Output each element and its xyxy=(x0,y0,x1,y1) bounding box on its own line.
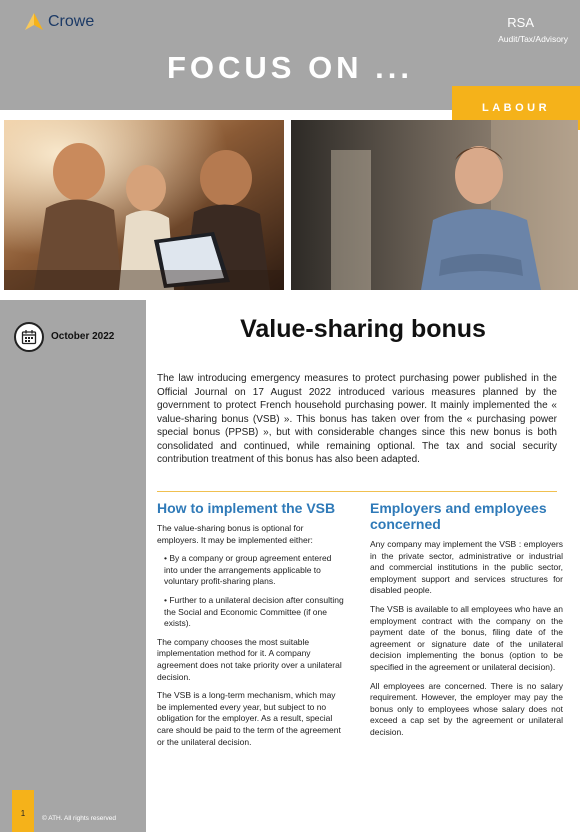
left-sidebar xyxy=(0,300,146,832)
focus-on-heading: FOCUS ON ... xyxy=(166,50,414,85)
team-laptop-photo xyxy=(4,120,284,290)
category-tag: LABOUR xyxy=(452,86,580,130)
section-heading-employers-employees: Employers and employees concerned xyxy=(370,500,547,532)
left-column xyxy=(157,500,347,755)
intro-paragraph: The law introducing emergency measures to protect purchasing power published in the Official Journal on 17 August 2022 introduced various measures planned by the government to protect French household purchasing power. It mainly implemented the « value-sharing bonus (VSB) ». This bonus has taken over from the « purchasing power special bonus (PPSB) », but with considerable changes since this new bonus is both consolidated and continued, while remaining optional. The tax and social security contribution treatment of this bonus has also been adapted. xyxy=(157,373,557,465)
page-number: 1 xyxy=(12,790,34,832)
article-title: Value-sharing bonus xyxy=(240,315,486,343)
crowe-logo[interactable] xyxy=(24,12,94,32)
paragraph: Any company may implement the VSB : employers in the private sector, administrative or industrial and commercial institutions in the public sector, employment support and services structures for disabled people. xyxy=(370,539,563,596)
calendar-icon xyxy=(14,322,44,352)
bullet-item: • Further to a unilateral decision after consulting the Social and Economic Committee (if one exists). xyxy=(164,594,344,629)
rsa-subtitle: Audit/Tax/Advisory xyxy=(498,34,568,44)
paragraph: The value-sharing bonus is optional for employers. It may be implemented either: xyxy=(157,523,313,545)
paragraph: The company chooses the most suitable implementation method for it. A company agreement does not take priority over a unilateral decision. xyxy=(157,636,342,682)
section-heading-how-to-implement: How to implement the VSB xyxy=(157,500,336,516)
crowe-logo-icon xyxy=(24,12,44,32)
right-column xyxy=(370,500,563,746)
paragraph: The VSB is available to all employees who have an employment contract with the company on the payment date of the bonus, filing date of the agreement or signature date of the unilateral decision implementing the bonus (option to be specified in the agreement or unilateral decision). xyxy=(370,603,563,672)
logo-text: Crowe xyxy=(48,13,95,30)
smiling-man-photo xyxy=(291,120,578,290)
rsa-label: RSA xyxy=(507,15,534,30)
section-divider xyxy=(157,491,557,492)
copyright-notice: © ATH. All rights reserved xyxy=(42,815,117,822)
paragraph: The VSB is a long-term mechanism, which may be implemented every year, but subject to no obligation for the employer. As a result, special care should be paid to the term of the agreement or the unilateral decision. xyxy=(157,690,341,747)
paragraph: All employees are concerned. There is no salary requirement. However, the employer may pay the bonus only to employees whose salary does not exceed a cap set by the agreement or unilateral decision. xyxy=(370,680,563,737)
publication-date: October 2022 xyxy=(51,331,115,342)
bullet-item: • By a company or group agreement entered into under the arrangements applicable to voluntary profit-sharing plans. xyxy=(164,553,332,587)
